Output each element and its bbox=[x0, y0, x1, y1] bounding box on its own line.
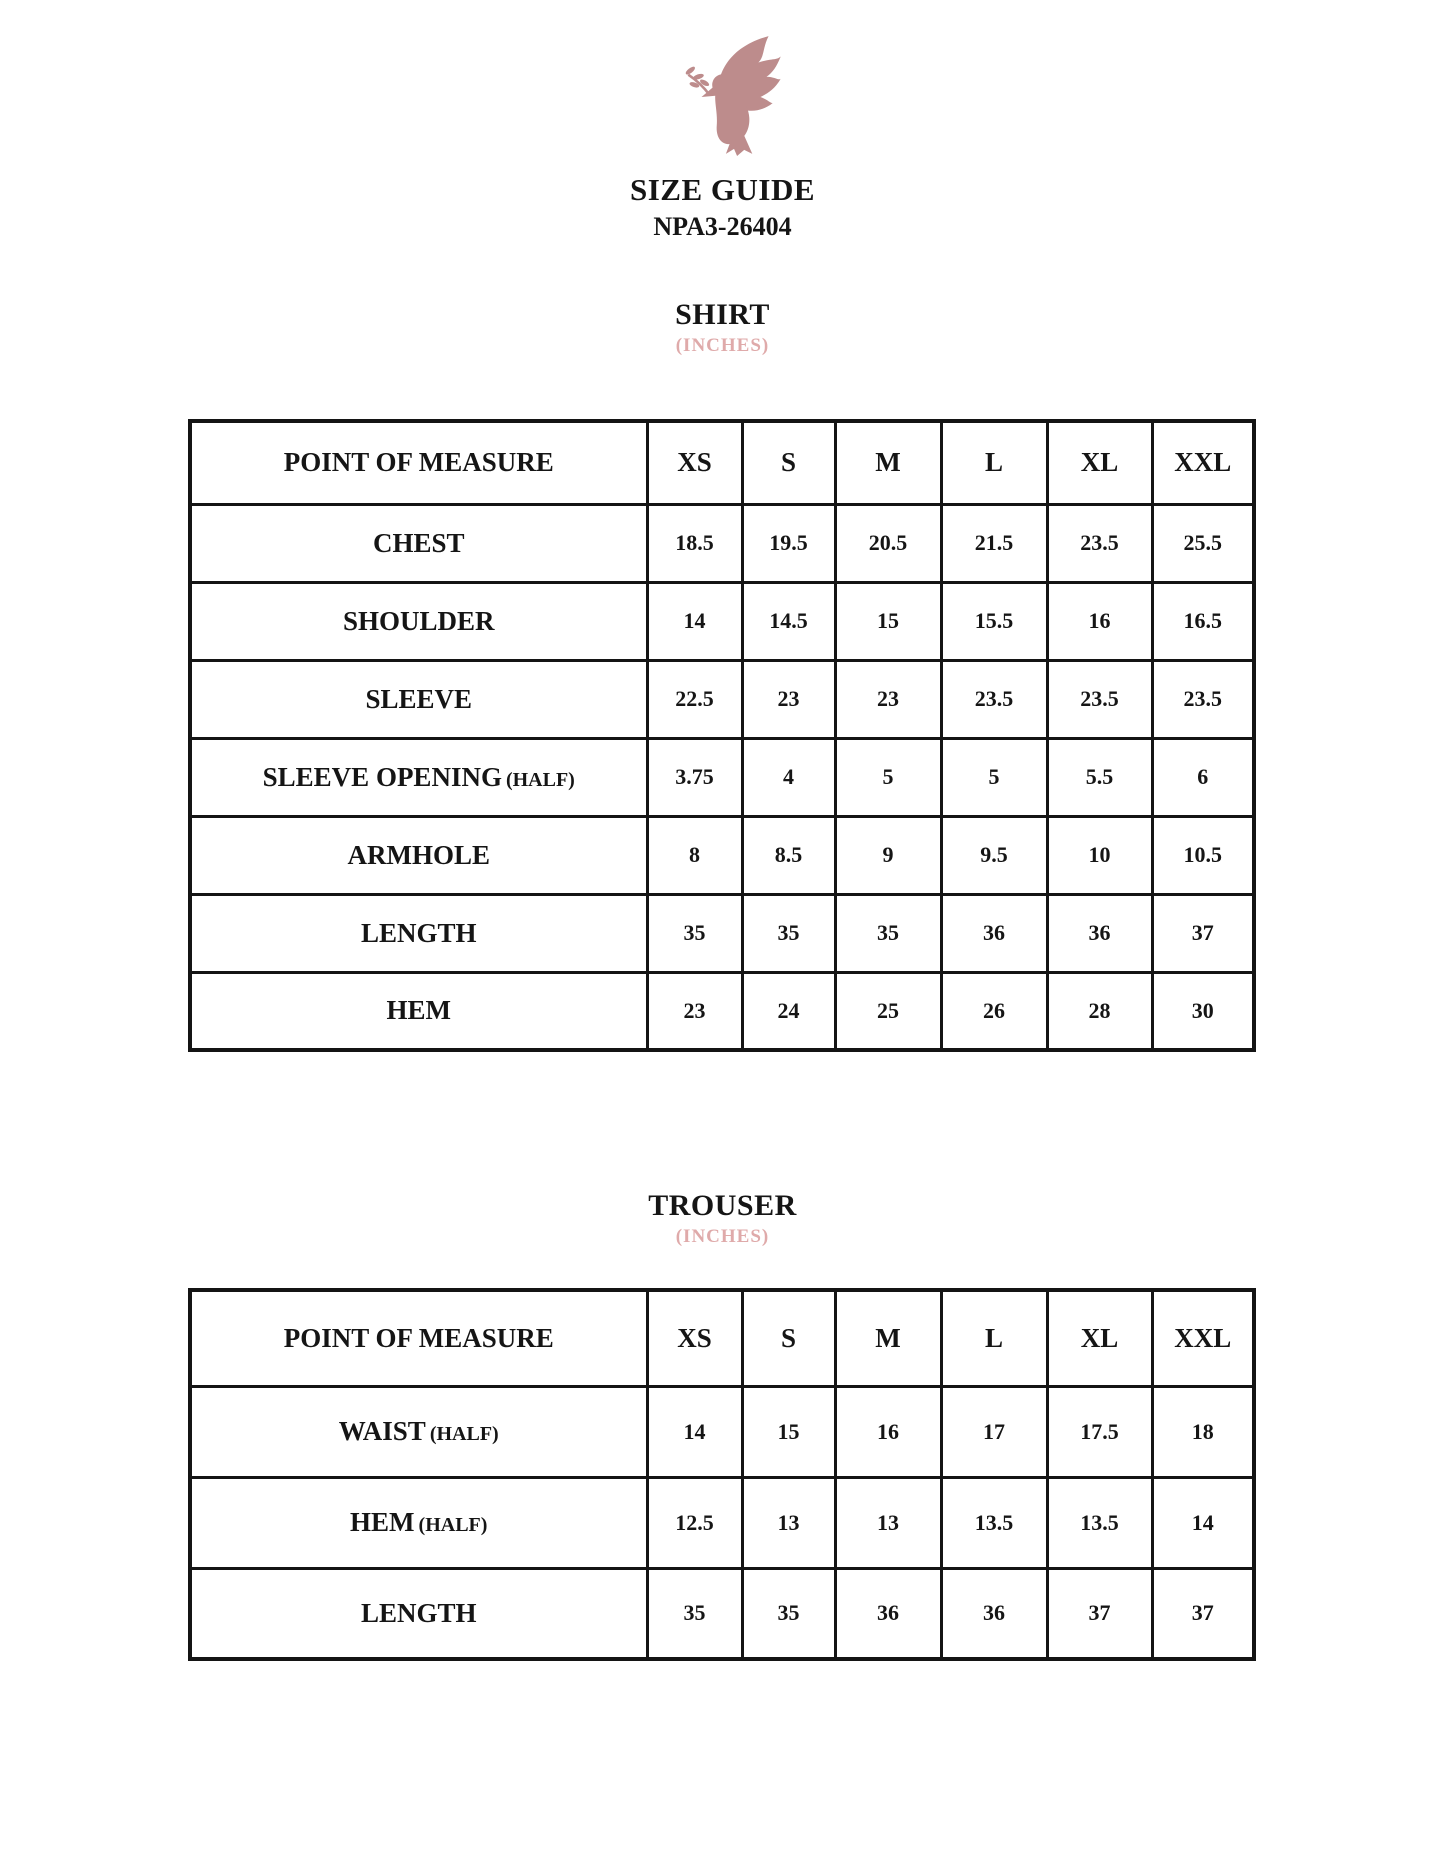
measure-label-cell bbox=[190, 660, 647, 738]
size-value-cell: 5 bbox=[941, 738, 1047, 816]
size-value-cell: 37 bbox=[1152, 1568, 1254, 1659]
trouser-size-table bbox=[188, 1288, 1256, 1661]
size-value-cell: 17.5 bbox=[1047, 1386, 1152, 1477]
size-value-cell: 12.5 bbox=[647, 1477, 742, 1568]
size-value-cell: 10 bbox=[1047, 816, 1152, 894]
size-value-cell: 37 bbox=[1152, 894, 1254, 972]
size-header-xl: XL bbox=[1047, 1290, 1152, 1386]
measure-row bbox=[190, 504, 1254, 582]
measure-row bbox=[190, 1568, 1254, 1659]
size-value-cell: 4 bbox=[742, 738, 835, 816]
section-heading-trouser: TROUSER bbox=[648, 1189, 797, 1222]
size-value-cell: 13 bbox=[835, 1477, 941, 1568]
size-value-cell: 35 bbox=[647, 1568, 742, 1659]
measure-label: LENGTH bbox=[360, 1597, 477, 1628]
size-header-xxl: XXL bbox=[1152, 421, 1254, 504]
measure-label-cell bbox=[190, 816, 647, 894]
size-value-cell: 15.5 bbox=[941, 582, 1047, 660]
size-header-xs: XS bbox=[647, 1290, 742, 1386]
size-value-cell: 23.5 bbox=[1047, 660, 1152, 738]
size-value-cell: 36 bbox=[835, 1568, 941, 1659]
measure-label: WAIST bbox=[338, 1416, 426, 1446]
size-header-s: S bbox=[742, 1290, 835, 1386]
measure-row bbox=[190, 816, 1254, 894]
unit-label-trouser: (INCHES) bbox=[675, 1226, 770, 1247]
size-value-cell: 14 bbox=[647, 1386, 742, 1477]
size-value-cell: 20.5 bbox=[835, 504, 941, 582]
measure-label-suffix: (HALF) bbox=[418, 1514, 488, 1536]
size-value-cell: 10.5 bbox=[1152, 816, 1254, 894]
size-value-cell: 19.5 bbox=[742, 504, 835, 582]
size-header-m: M bbox=[835, 1290, 941, 1386]
measure-label: HEM bbox=[350, 1507, 415, 1537]
size-value-cell: 5 bbox=[835, 738, 941, 816]
size-value-cell: 26 bbox=[941, 972, 1047, 1050]
size-value-cell: 23 bbox=[647, 972, 742, 1050]
size-header-s: S bbox=[742, 421, 835, 504]
measure-label-suffix: (HALF) bbox=[429, 1423, 499, 1445]
size-value-cell: 35 bbox=[647, 894, 742, 972]
size-value-cell: 22.5 bbox=[647, 660, 742, 738]
size-table-header-row bbox=[190, 421, 1254, 504]
measure-row bbox=[190, 1386, 1254, 1477]
size-value-cell: 13.5 bbox=[941, 1477, 1047, 1568]
size-value-cell: 8.5 bbox=[742, 816, 835, 894]
size-value-cell: 21.5 bbox=[941, 504, 1047, 582]
size-value-cell: 5.5 bbox=[1047, 738, 1152, 816]
size-value-cell: 23.5 bbox=[1047, 504, 1152, 582]
measure-label: ARMHOLE bbox=[347, 839, 490, 870]
point-of-measure-header: POINT OF MEASURE bbox=[190, 421, 647, 504]
size-value-cell: 23.5 bbox=[1152, 660, 1254, 738]
size-value-cell: 14 bbox=[1152, 1477, 1254, 1568]
measure-label: HEM bbox=[386, 995, 451, 1026]
size-value-cell: 14.5 bbox=[742, 582, 835, 660]
size-value-cell: 23 bbox=[742, 660, 835, 738]
measure-row bbox=[190, 582, 1254, 660]
measure-row bbox=[190, 894, 1254, 972]
measure-label: SHOULDER bbox=[342, 605, 495, 636]
size-value-cell: 16 bbox=[1047, 582, 1152, 660]
trouser-section bbox=[0, 1188, 1445, 1661]
size-value-cell: 3.75 bbox=[647, 738, 742, 816]
measure-label-cell bbox=[190, 1386, 647, 1477]
size-value-cell: 25 bbox=[835, 972, 941, 1050]
size-value-cell: 14 bbox=[647, 582, 742, 660]
size-value-cell: 36 bbox=[941, 894, 1047, 972]
size-value-cell: 23.5 bbox=[941, 660, 1047, 738]
size-header-xs: XS bbox=[647, 421, 742, 504]
size-value-cell: 35 bbox=[742, 1568, 835, 1659]
measure-row bbox=[190, 1477, 1254, 1568]
size-value-cell: 9 bbox=[835, 816, 941, 894]
size-header-l: L bbox=[941, 421, 1047, 504]
size-value-cell: 35 bbox=[742, 894, 835, 972]
size-table-header-row bbox=[190, 1290, 1254, 1386]
shirt-size-table bbox=[188, 419, 1256, 1052]
size-header-xxl: XXL bbox=[1152, 1290, 1254, 1386]
size-value-cell: 18.5 bbox=[647, 504, 742, 582]
size-value-cell: 16.5 bbox=[1152, 582, 1254, 660]
page-title: SIZE GUIDE bbox=[629, 172, 816, 207]
size-value-cell: 15 bbox=[835, 582, 941, 660]
size-value-cell: 17 bbox=[941, 1386, 1047, 1477]
size-value-cell: 16 bbox=[835, 1386, 941, 1477]
measure-label: SLEEVE OPENING bbox=[262, 761, 502, 792]
measure-label-cell bbox=[190, 582, 647, 660]
measure-label: CHEST bbox=[372, 527, 465, 558]
measure-label: SLEEVE bbox=[365, 683, 473, 714]
measure-row bbox=[190, 738, 1254, 816]
measure-row bbox=[190, 972, 1254, 1050]
size-value-cell: 13 bbox=[742, 1477, 835, 1568]
measure-label-cell bbox=[190, 1477, 647, 1568]
size-value-cell: 9.5 bbox=[941, 816, 1047, 894]
size-value-cell: 24 bbox=[742, 972, 835, 1050]
size-value-cell: 15 bbox=[742, 1386, 835, 1477]
size-value-cell: 28 bbox=[1047, 972, 1152, 1050]
size-value-cell: 36 bbox=[1047, 894, 1152, 972]
measure-label: LENGTH bbox=[360, 917, 477, 948]
size-value-cell: 13.5 bbox=[1047, 1477, 1152, 1568]
unit-label-shirt: (INCHES) bbox=[675, 335, 770, 356]
point-of-measure-header: POINT OF MEASURE bbox=[190, 1290, 647, 1386]
size-value-cell: 37 bbox=[1047, 1568, 1152, 1659]
size-value-cell: 23 bbox=[835, 660, 941, 738]
size-value-cell: 25.5 bbox=[1152, 504, 1254, 582]
size-value-cell: 18 bbox=[1152, 1386, 1254, 1477]
shirt-section bbox=[0, 297, 1445, 1052]
size-value-cell: 8 bbox=[647, 816, 742, 894]
size-header-l: L bbox=[941, 1290, 1047, 1386]
style-code: NPA3-26404 bbox=[653, 212, 792, 241]
measure-label-cell bbox=[190, 738, 647, 816]
dove-olive-branch-logo-icon bbox=[681, 32, 783, 158]
measure-label-cell bbox=[190, 504, 647, 582]
size-value-cell: 36 bbox=[941, 1568, 1047, 1659]
measure-label-cell bbox=[190, 894, 647, 972]
size-value-cell: 35 bbox=[835, 894, 941, 972]
measure-label-cell bbox=[190, 972, 647, 1050]
measure-label-cell bbox=[190, 1568, 647, 1659]
measure-label-suffix: (HALF) bbox=[505, 768, 575, 791]
size-value-cell: 30 bbox=[1152, 972, 1254, 1050]
size-header-xl: XL bbox=[1047, 421, 1152, 504]
size-value-cell: 6 bbox=[1152, 738, 1254, 816]
size-header-m: M bbox=[835, 421, 941, 504]
measure-row bbox=[190, 660, 1254, 738]
section-heading-shirt: SHIRT bbox=[675, 298, 770, 331]
